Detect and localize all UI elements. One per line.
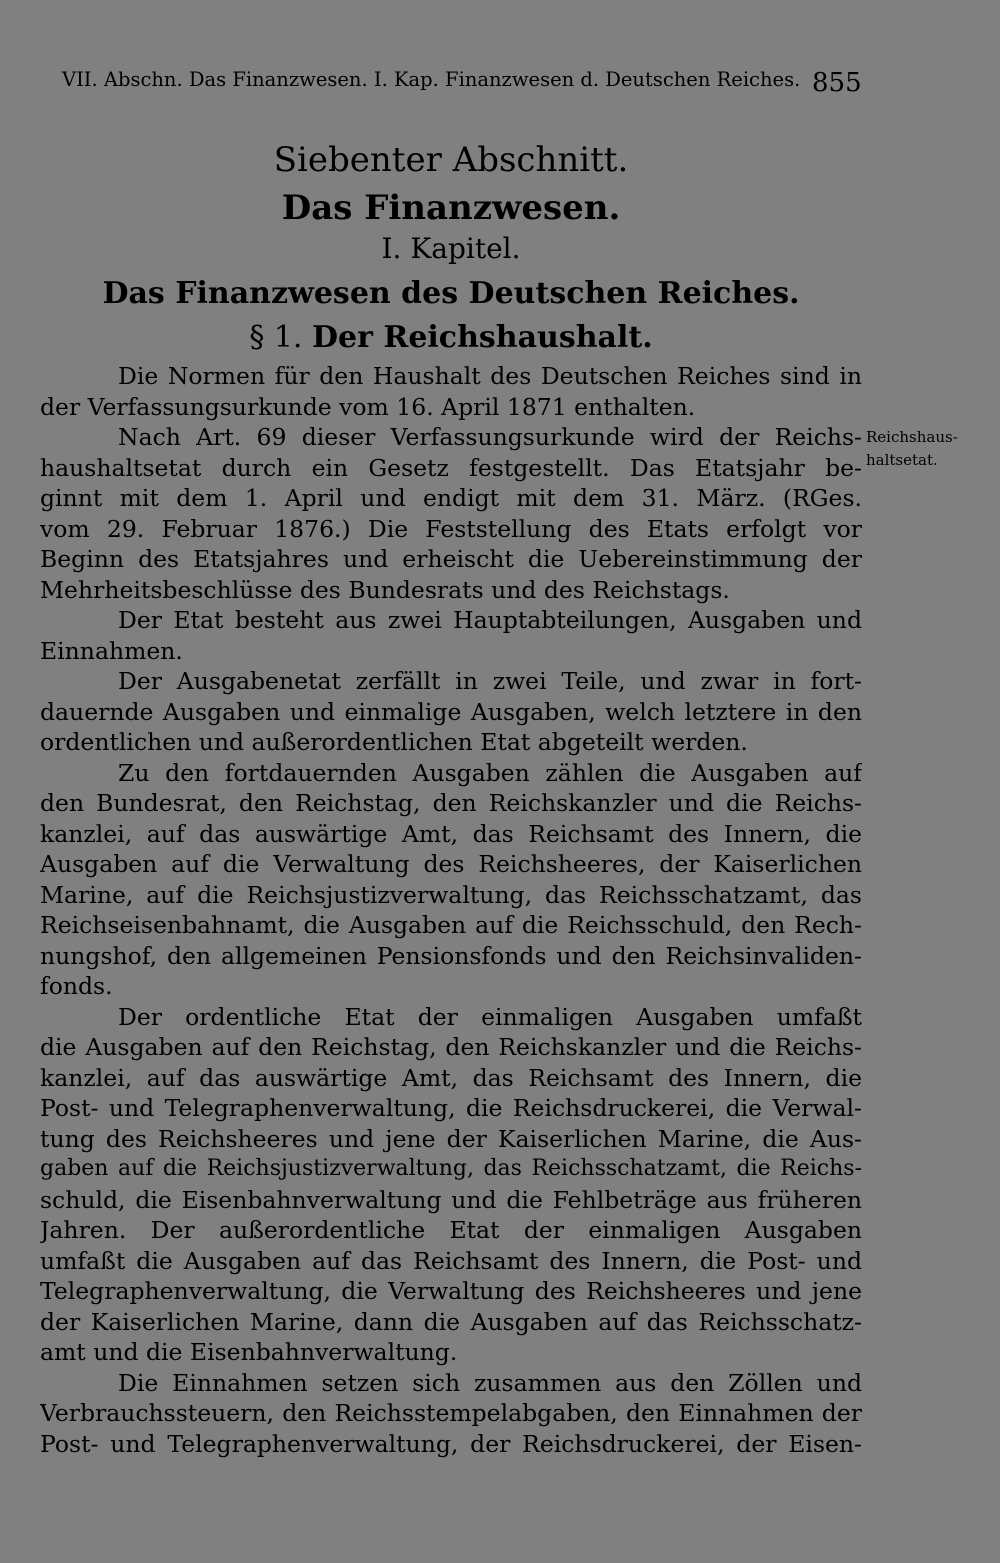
page-number: 855 — [812, 68, 862, 98]
text-line: amt und die Eisenbahnverwaltung. — [40, 1338, 458, 1366]
text-line: schuld, die Eisenbahnverwaltung und die Fehlbeträge aus früheren — [40, 1185, 862, 1214]
margin-note — [866, 426, 996, 472]
paragraph-number: § 1. — [249, 320, 303, 355]
paragraph-title: Der Reichshaushalt. — [312, 320, 653, 355]
section-subtitle: Das Finanzwesen. — [281, 188, 621, 228]
text-line: umfaßt die Ausgaben auf das Reichsamt des Innern, die Post- und — [40, 1246, 862, 1275]
text-line: Der Etat besteht aus zwei Hauptabteilungen, Ausgaben und — [118, 606, 862, 634]
text-line: kanzlei, auf das auswärtige Amt, das Reichsamt des Innern, die — [40, 819, 862, 848]
text-line: fonds. — [40, 972, 113, 1000]
margin-note-line: Reichshaus- — [866, 428, 958, 446]
text-line: Telegraphenverwaltung, die Verwaltung des Reichsheeres und jene — [40, 1277, 862, 1305]
text-line: der Kaiserlichen Marine, dann die Ausgaben auf das Reichsschatz- — [40, 1307, 862, 1336]
text-line: Der ordentliche Etat der einmaligen Ausgaben umfaßt — [118, 1002, 862, 1031]
text-line: dauernde Ausgaben und einmalige Ausgaben, welch letztere in den — [40, 697, 862, 726]
text-line: ginnt mit dem 1. April und endigt mit dem 31. März. (RGes. — [40, 484, 862, 512]
text-line: Post- und Telegraphenverwaltung, die Reichsdruckerei, die Verwal- — [40, 1094, 862, 1122]
text-line: Der Ausgabenetat zerfällt in zwei Teile, und zwar in fort- — [118, 667, 862, 695]
text-line: Marine, auf die Reichsjustizverwaltung, das Reichsschatzamt, das — [40, 880, 862, 909]
text-line: tung des Reichsheeres und jene der Kaiserlichen Marine, die Aus- — [40, 1124, 862, 1153]
text-line: den Bundesrat, den Reichstag, den Reichskanzler und die Reichs- — [40, 789, 862, 817]
text-line: Die Normen für den Haushalt des Deutschen Reiches sind in — [118, 362, 862, 390]
text-line: gaben auf die Reichsjustizverwaltung, das Reichsschatzamt, die Reichs- — [40, 1156, 862, 1181]
body-text — [40, 361, 862, 1459]
text-line: der Verfassungsurkunde vom 16. April 1871 enthalten. — [40, 392, 696, 421]
text-line: ordentlichen und außerordentlichen Etat abgeteilt werden. — [40, 728, 748, 756]
paragraph-heading — [40, 320, 862, 356]
chapter-title: Das Finanzwesen des Deutschen Reiches. — [102, 276, 800, 311]
running-head — [62, 64, 862, 95]
chapter-label: I. Kapitel. — [381, 232, 521, 265]
text-line: vom 29. Februar 1876.) Die Feststellung des Etats erfolgt vor — [40, 514, 862, 543]
text-line: Die Einnahmen setzen sich zusammen aus den Zöllen und — [118, 1368, 862, 1397]
text-line: Zu den fortdauernden Ausgaben zählen die Ausgaben auf — [118, 758, 862, 787]
text-line: Reichseisenbahnamt, die Ausgaben auf die Reichsschuld, den Rech- — [40, 911, 862, 939]
running-head-text: VII. Abschn. Das Finanzwesen. I. Kap. Finanzwesen d. Deutschen Reiches. — [62, 68, 801, 91]
text-line: Post- und Telegraphenverwaltung, der Reichsdruckerei, der Eisen- — [40, 1429, 862, 1458]
text-line: die Ausgaben auf den Reichstag, den Reichskanzler und die Reichs- — [40, 1033, 862, 1061]
text-line: kanzlei, auf das auswärtige Amt, das Reichsamt des Innern, die — [40, 1063, 862, 1092]
text-line: Beginn des Etatsjahres und erheischt die Uebereinstimmung der — [40, 545, 862, 573]
text-line: Verbrauchssteuern, den Reichsstempelabgaben, den Einnahmen der — [40, 1399, 862, 1427]
section-title: Siebenter Abschnitt. — [273, 140, 629, 180]
text-line: Jahren. Der außerordentliche Etat der einmaligen Ausgaben — [40, 1216, 862, 1244]
text-line: Ausgaben auf die Verwaltung des Reichsheeres, der Kaiserlichen — [40, 850, 862, 878]
text-line: Einnahmen. — [40, 636, 183, 665]
text-line: haushaltsetat durch ein Gesetz festgestellt. Das Etatsjahr be- — [40, 453, 862, 482]
text-line: nungshof, den allgemeinen Pensionsfonds und den Reichsinvaliden- — [40, 941, 862, 970]
text-line: Mehrheitsbeschlüsse des Bundesrats und des Reichstags. — [40, 575, 730, 604]
margin-note-line: haltsetat. — [866, 451, 938, 469]
text-line: Nach Art. 69 dieser Verfassungsurkunde wird der Reichs- — [118, 423, 862, 451]
